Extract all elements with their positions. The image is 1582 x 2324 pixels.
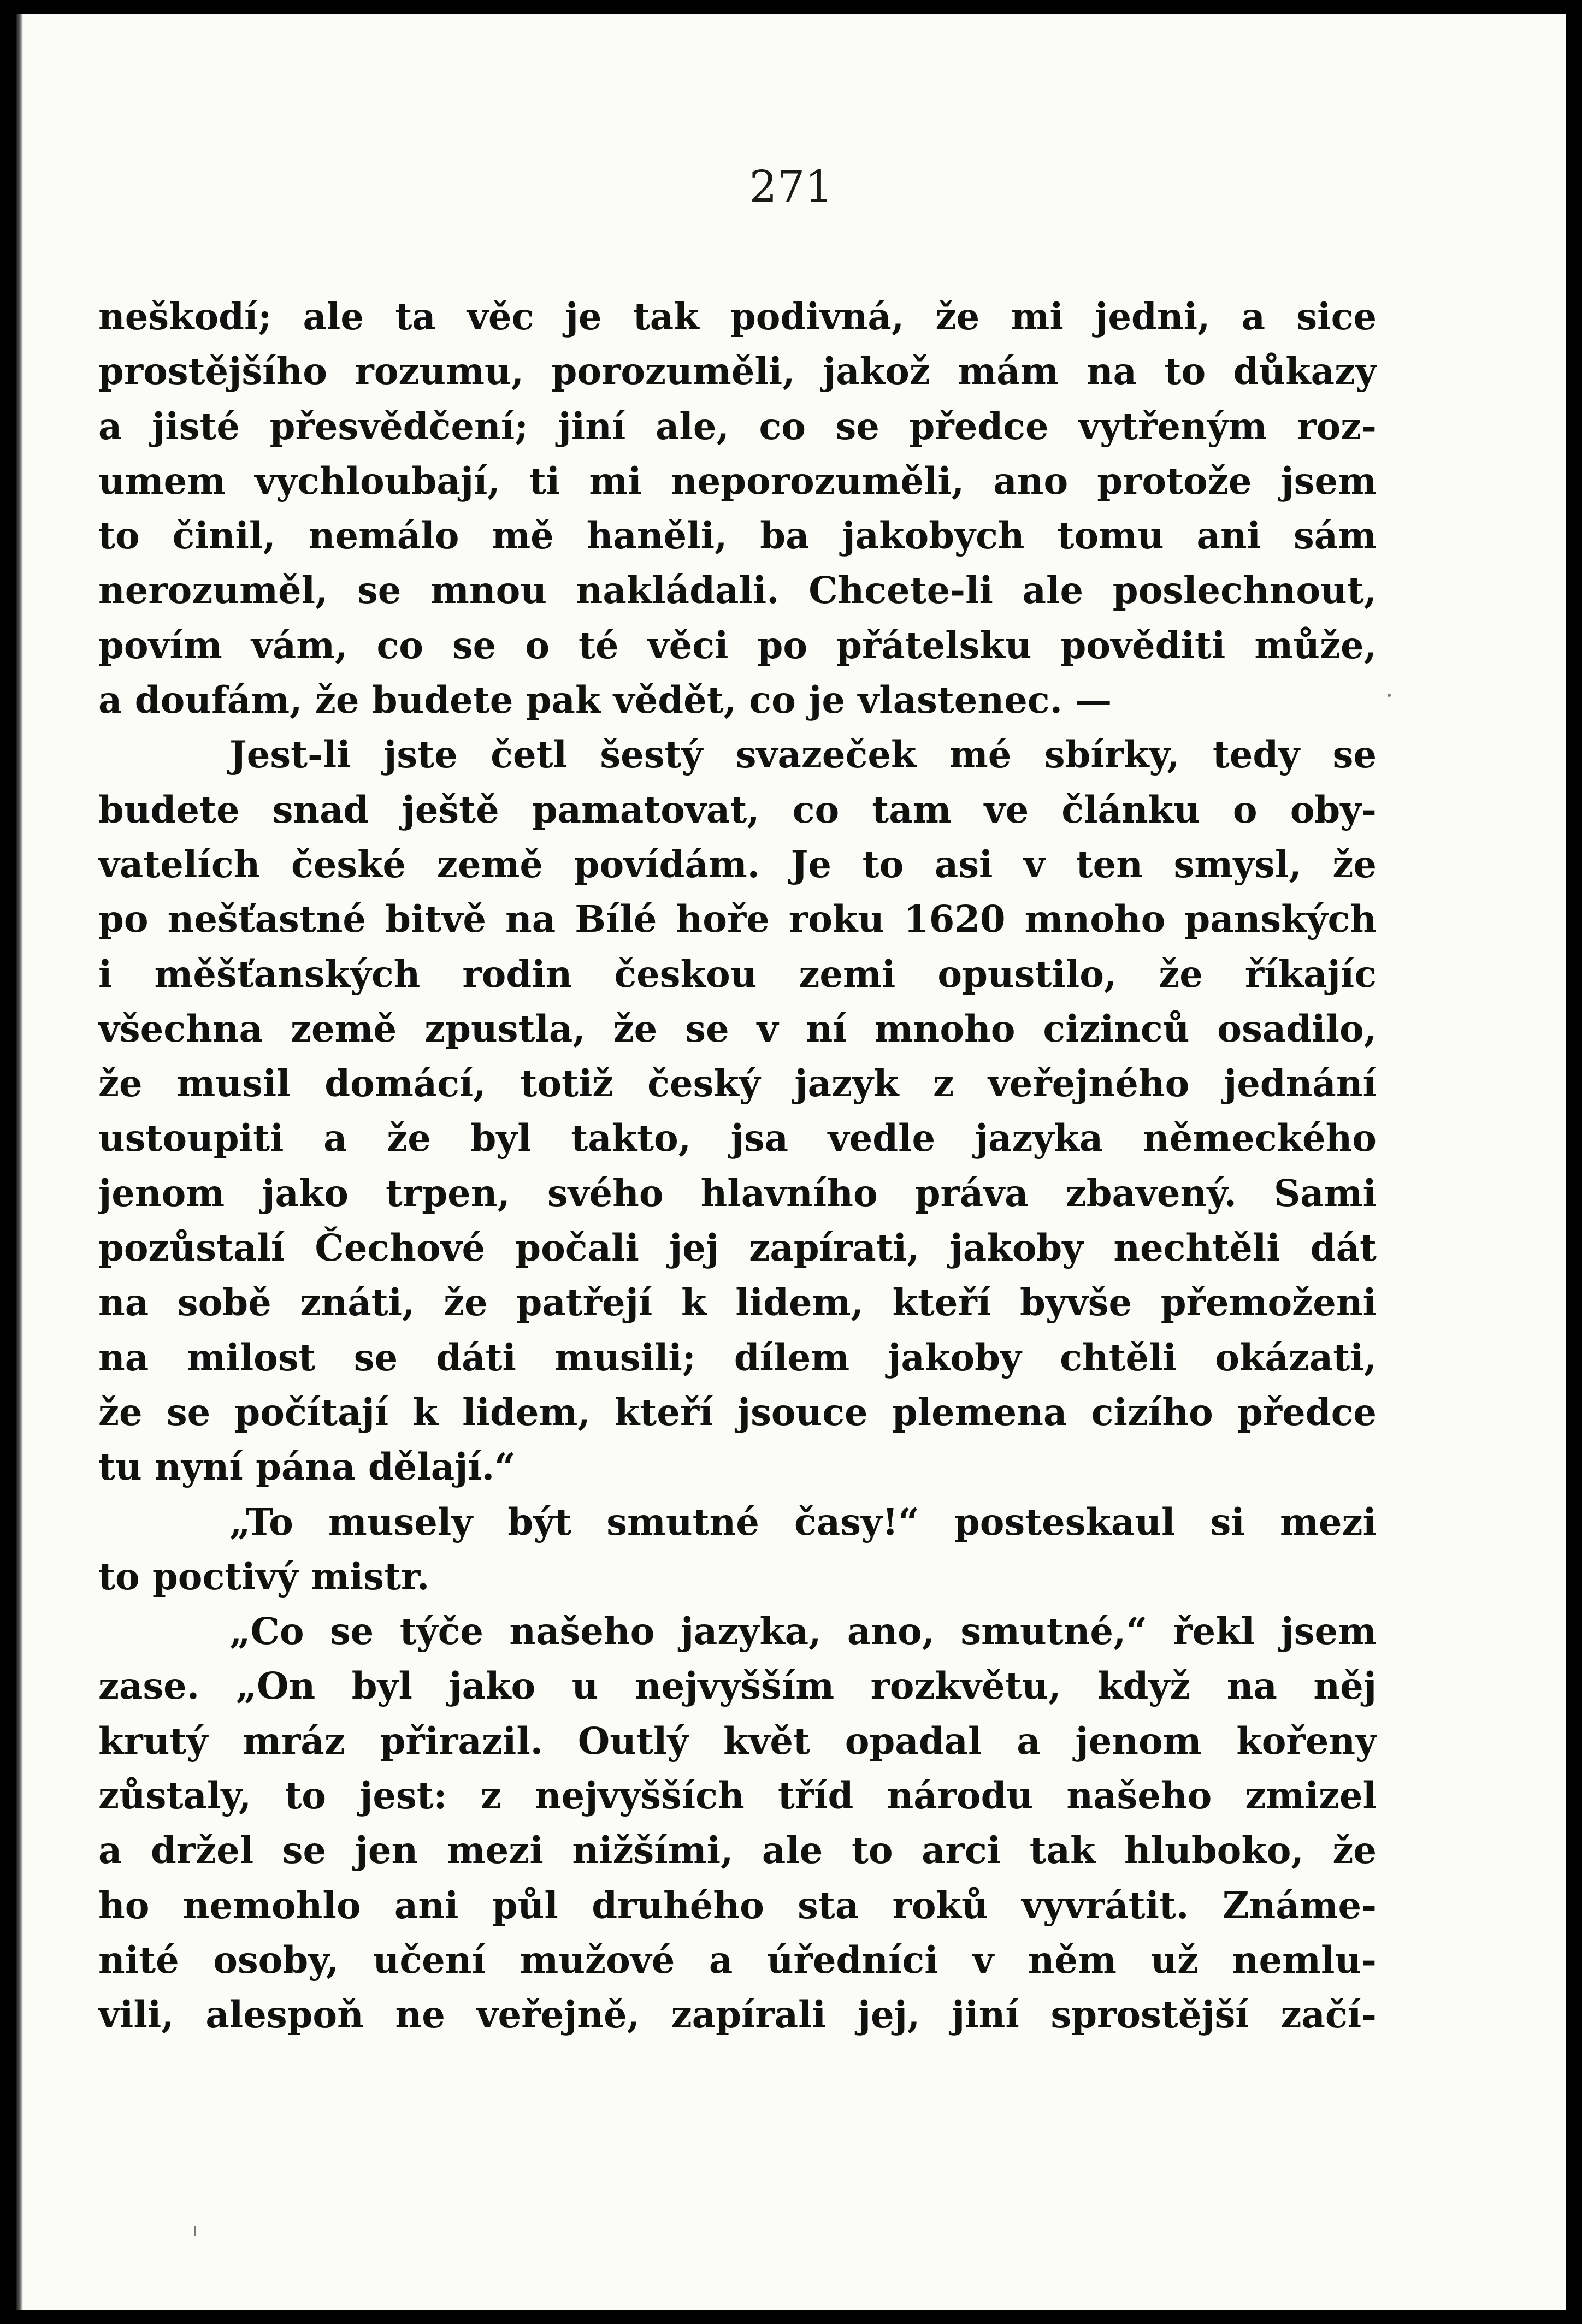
page-number: 271 [749,161,833,212]
text-line: prostějšího rozumu, porozuměli, jakož mám na to důkazy [98,350,1377,393]
text-line: a držel se jen mezi nižšími, ale to arci tak hluboko, že [98,1829,1377,1872]
text-line: nité osoby, učení mužové a úředníci v něm už nemlu- [98,1938,1377,1982]
page-spine-shadow [16,14,23,2310]
book-page [16,14,1566,2310]
text-line: to činil, nemálo mě haněli, ba jakobych tomu ani sám [98,514,1377,558]
text-line: nerozuměl, se mnou nakládali. Chcete-li ale poslechnout, [98,569,1377,612]
text-line: neškodí; ale ta věc je tak podivná, že mi jedni, a sice [98,295,1377,338]
text-line: Jest-li jste četl šestý svazeček mé sbírky, tedy se [229,733,1377,777]
text-line: i měšťanských rodin českou zemi opustilo, že říkajíc [98,952,1377,996]
text-line: „To musely být smutné časy!“ posteskaul si mezi [229,1500,1377,1544]
text-line: všechna země zpustla, že se v ní mnoho cizinců osadilo, [98,1007,1377,1050]
text-line: vili, alespoň ne veřejně, zapírali jej, jiní sprostější začí- [98,1993,1377,2037]
text-line: budete snad ještě pamatovat, co tam ve článku o oby- [98,788,1377,831]
paper-speck [1388,694,1391,697]
text-line: umem vychloubají, ti mi neporozuměli, ano protože jsem [98,459,1377,502]
text-line: zůstaly, to jest: z nejvyšších tříd národu našeho zmizel [98,1774,1377,1818]
text-line: že musil domácí, totiž český jazyk z veřejného jednání [98,1062,1377,1105]
text-line: krutý mráz přirazil. Outlý květ opadal a jenom kořeny [98,1719,1377,1763]
text-line: „Co se týče našeho jazyka, ano, smutné,“ řekl jsem [229,1610,1377,1653]
text-line: a doufám, že budete pak vědět, co je vlastenec. — [98,678,1112,722]
text-line: že se počítají k lidem, kteří jsouce plemena cizího předce [98,1390,1377,1434]
text-line: ustoupiti a že byl takto, jsa vedle jazyka německého [98,1116,1377,1160]
text-line: a jisté přesvědčení; jiní ale, co se předce vytřeným roz- [98,404,1377,448]
text-line: na milost se dáti musili; dílem jakoby chtěli okázati, [98,1335,1377,1379]
text-line: vatelích české země povídám. Je to asi v ten smysl, že [98,842,1377,886]
text-line: na sobě znáti, že patřejí k lidem, kteří byvše přemoženi [98,1281,1377,1324]
body-text [98,289,1377,2043]
text-line: tu nyní pána dělají.“ [98,1445,516,1489]
text-line: to poctivý mistr. [98,1554,430,1598]
text-line: povím vám, co se o té věci po přátelsku pověditi může, [98,623,1377,667]
text-line: zase. „On byl jako u nejvyšším rozkvětu, když na něj [98,1664,1377,1708]
text-line: pozůstalí Čechové počali jej zapírati, jakoby nechtěli dát [98,1226,1377,1270]
paper-speck [194,2226,196,2236]
text-line: po nešťastné bitvě na Bílé hoře roku 1620 mnoho panských [98,897,1377,941]
text-line: jenom jako trpen, svého hlavního práva zbavený. Sami [98,1171,1377,1215]
text-line: ho nemohlo ani půl druhého sta roků vyvrátit. Známe- [98,1883,1377,1927]
